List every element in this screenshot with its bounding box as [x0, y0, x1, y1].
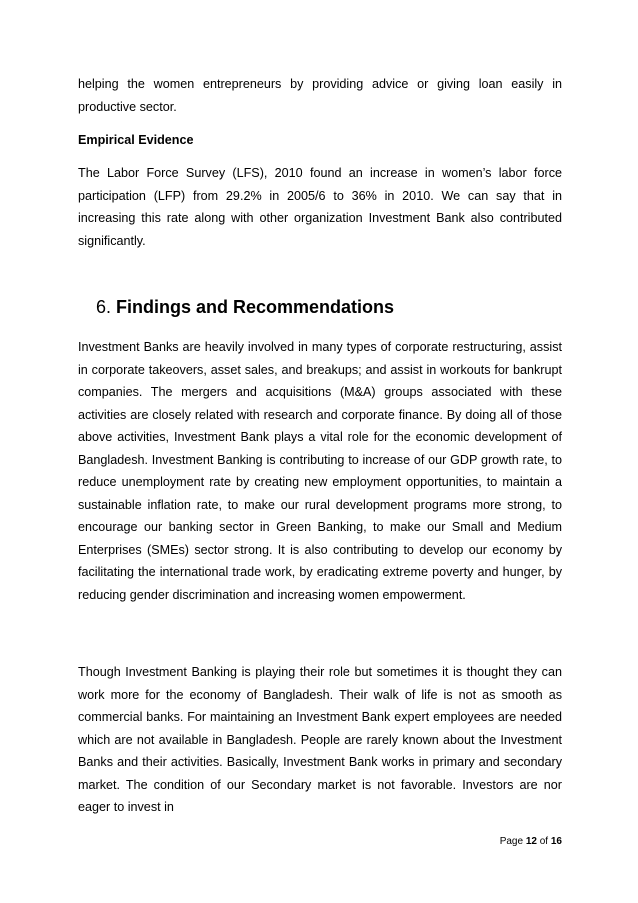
findings-paragraph-1: Investment Banks are heavily involved in many types of corporate restructuring, assist in corporate takeovers, asset sales, and breakups; and assist in workouts for bankrupt companies. The mergers and acquisitions (M&A) groups associated with these activities are closely related with research and corporate finance. By doing all of those above activities, Investment Bank plays a vital role for the economic development of Bangladesh. Investment Banking is contributing to increase of our GDP growth rate, to reduce unemployment rate by creating new employment opportunities, to maintain a sustainable inflation rate, to make our rural development programs more strong, to encourage our banking sector in Green Banking, to make our Small and Medium Enterprises (SMEs) sector strong. It is also contributing to develop our economy by facilitating the international trade work, by eradicating extreme poverty and hunger, by reducing gender discrimination and increasing women empowerment.	[78, 340, 562, 602]
section-title: Findings and Recommendations	[116, 297, 395, 317]
subheading-empirical-evidence: Empirical Evidence	[78, 133, 194, 147]
page-label: Page	[499, 836, 524, 847]
lfs-paragraph: The Labor Force Survey (LFS), 2010 found an increase in women’s labor force participation (LFP) from 29.2% in 2005/6 to 36% in 2010. We can say that in increasing this rate along with other organization Investment Bank also contributed significantly.	[78, 166, 562, 248]
of-label: of	[539, 836, 549, 847]
section-number: 6.	[96, 297, 112, 317]
total-pages: 16	[550, 836, 562, 847]
current-page-number: 12	[525, 836, 537, 847]
section-heading	[96, 294, 394, 320]
findings-paragraph-2: Though Investment Banking is playing their role but sometimes it is thought they can work more for the economy of Bangladesh. Their walk of life is not as smooth as commercial banks. For maintaining an Investment Bank expert employees are needed which are not available in Bangladesh. People are rarely known about the Investment Banks and their activities. Basically, Investment Bank works in primary and secondary market. The condition of our Secondary market is not favorable. Investors are nor eager to invest in	[78, 665, 562, 814]
intro-paragraph: helping the women entrepreneurs by providing advice or giving loan easily in productive sector.	[78, 77, 562, 114]
page-footer	[500, 835, 562, 849]
